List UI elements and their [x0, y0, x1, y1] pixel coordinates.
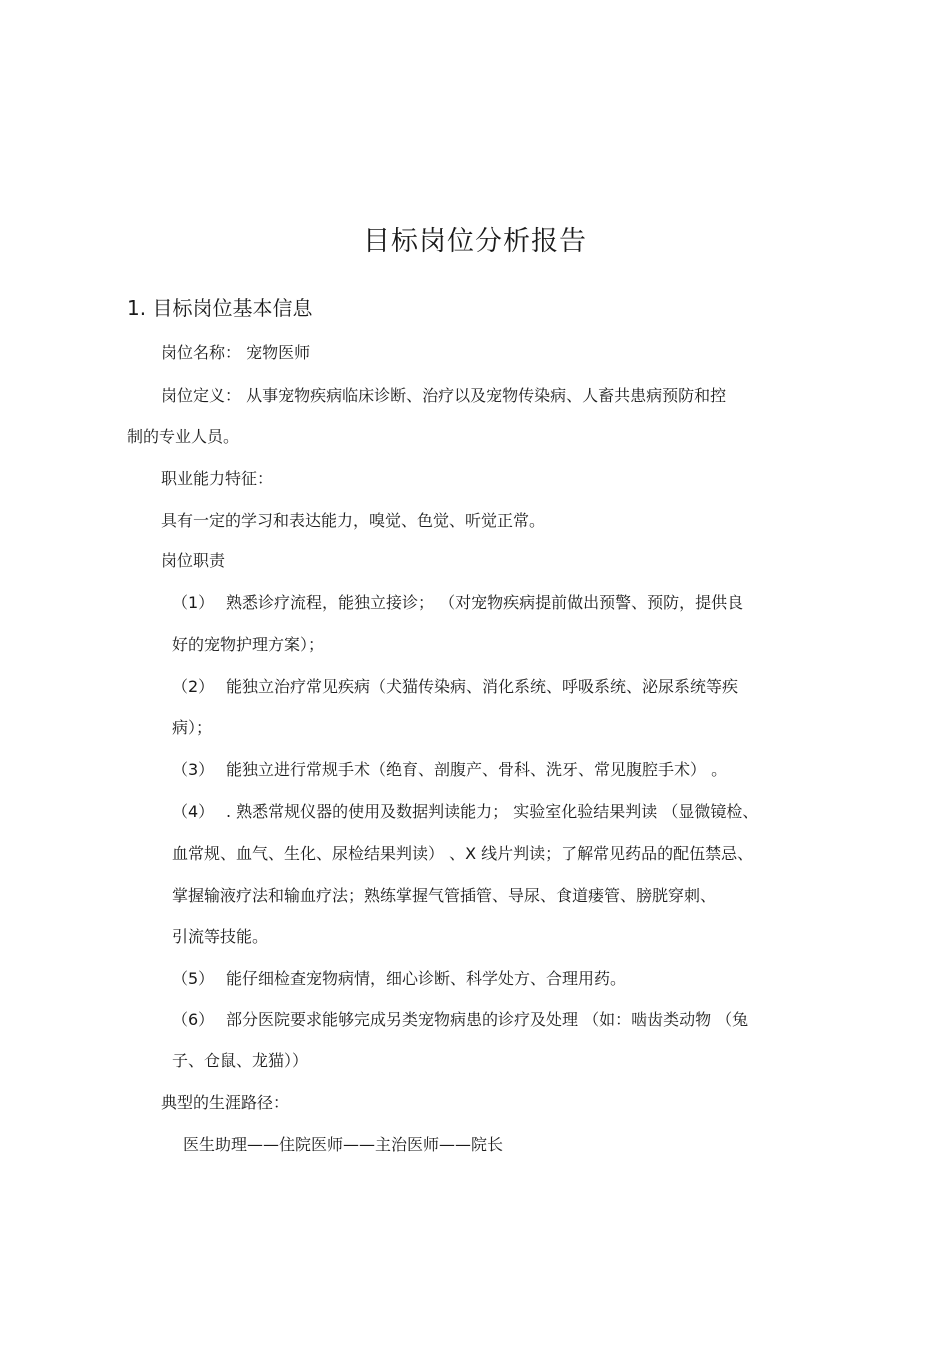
duty-1-line-2: 好的宠物护理方案）； [172, 635, 325, 654]
duty-6-line-1 [172, 1007, 748, 1033]
duty-4-number: （4） [172, 802, 215, 821]
duties-label: 岗位职责 [161, 551, 226, 570]
duty-4-line-1 [172, 799, 758, 825]
career-path: 医生助理——住院医师——主治医师——院长 [183, 1135, 504, 1154]
duty-4-text: . 熟悉常规仪器的使用及数据判读能力； 实验室化验结果判读 （显微镜检、 [226, 802, 759, 821]
duty-6-line-2: 子、仓鼠、龙猫）） [172, 1051, 309, 1070]
duty-1-line-1 [172, 590, 743, 616]
duty-5-number: （5） [172, 969, 215, 988]
duty-3-line-1 [172, 757, 727, 783]
duty-1-text: 熟悉诊疗流程，能独立接诊； （对宠物疾病提前做出预警、预防，提供良 [226, 593, 744, 612]
duty-4-line-4: 引流等技能。 [172, 927, 269, 946]
job-name-line: 岗位名称： 宠物医师 [161, 343, 311, 362]
duty-2-line-2: 病）； [172, 718, 213, 737]
duty-1-number: （1） [172, 593, 215, 612]
job-definition-line-1: 岗位定义： 从事宠物疾病临床诊断、治疗以及宠物传染病、人畜共患病预防和控 [161, 386, 727, 405]
document-title: 目标岗位分析报告 [363, 226, 587, 257]
duty-4-line-2: 血常规、血气、生化、尿检结果判读） 、X 线片判读；了解常见药品的配伍禁忌、 [172, 844, 754, 863]
section-heading: 1. 目标岗位基本信息 [127, 296, 313, 320]
ability-label: 职业能力特征： [161, 469, 274, 488]
duty-2-number: （2） [172, 677, 215, 696]
duty-4-line-3: 掌握输液疗法和输血疗法；熟练掌握气管插管、导尿、食道瘘管、膀胱穿刺、 [172, 886, 717, 905]
duty-3-number: （3） [172, 760, 215, 779]
duty-2-line-1 [172, 674, 738, 700]
duty-6-number: （6） [172, 1010, 215, 1029]
duty-6-text: 部分医院要求能够完成另类宠物病患的诊疗及处理 （如：啮齿类动物 （兔 [226, 1010, 749, 1029]
duty-3-text: 能独立进行常规手术（绝育、剖腹产、骨科、洗牙、常见腹腔手术） 。 [226, 760, 728, 779]
duty-2-text: 能独立治疗常见疾病（犬猫传染病、消化系统、呼吸系统、泌尿系统等疾 [226, 677, 739, 696]
job-definition-line-2: 制的专业人员。 [127, 427, 240, 446]
duty-5-line-1 [172, 966, 626, 992]
career-label: 典型的生涯路径： [161, 1093, 290, 1112]
ability-text: 具有一定的学习和表达能力，嗅觉、色觉、听觉正常。 [161, 511, 546, 530]
duty-5-text: 能仔细检查宠物病情，细心诊断、科学处方、合理用药。 [226, 969, 627, 988]
